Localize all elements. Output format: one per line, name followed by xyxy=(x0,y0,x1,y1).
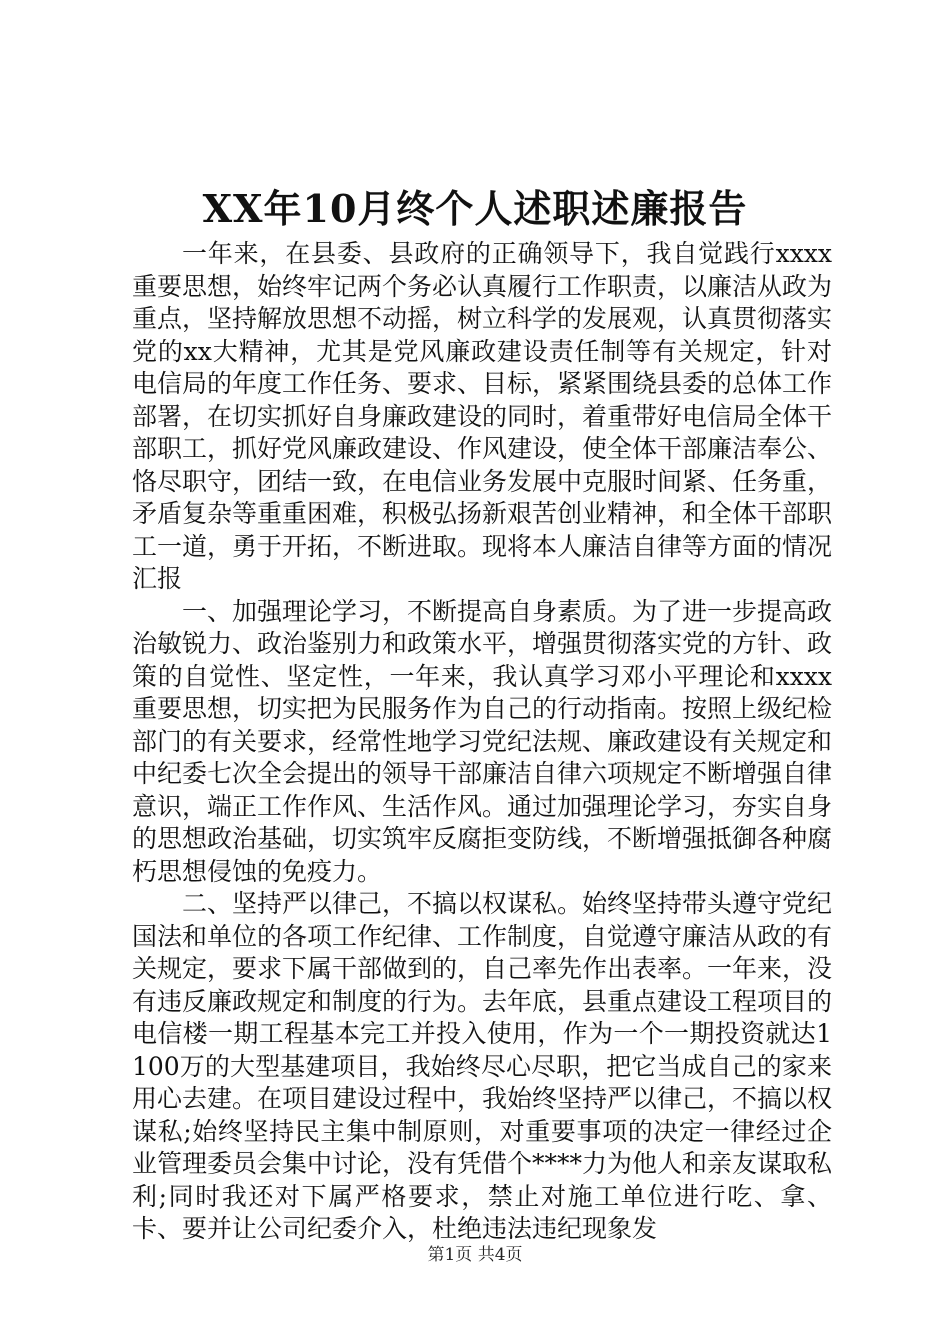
paragraph-section-2: 二、坚持严以律己，不搞以权谋私。始终坚持带头遵守党纪国法和单位的各项工作纪律、工作制度，自觉遵守廉洁从政的有关规定，要求下属干部做到的，自己率先作出表率。一年来，没有违反廉政规定和制度的行为。去年底，县重点建设工程项目的电信楼一期工程基本完工并投入使用，作为一个一期投资就达1100万的大型基建项目，我始终尽心尽职，把它当成自己的家来用心去建。在项目建设过程中，我始终坚持严以律己，不搞以权谋私;始终坚持民主集中制原则，对重要事项的决定一律经过企业管理委员会集中讨论，没有凭借个****力为他人和亲友谋取私利;同时我还对下属严格要求，禁止对施工单位进行吃、拿、卡、要并让公司纪委介入，杜绝违法违纪现象发 xyxy=(132,889,833,1243)
paragraph-intro: 一年来，在县委、县政府的正确领导下，我自觉践行xxxx重要思想，始终牢记两个务必认真履行工作职责，以廉洁从政为重点，坚持解放思想不动摇，树立科学的发展观，认真贯彻落实党的xx大精神，尤其是党风廉政建设责任制等有关规定，针对电信局的年度工作任务、要求、目标，紧紧围绕县委的总体工作部署，在切实抓好自身廉政建设的同时，着重带好电信局全体干部职工，抓好党风廉政建设、作风建设，使全体干部廉洁奉公、恪尽职守，团结一致，在电信业务发展中克服时间紧、任务重，矛盾复杂等重重困难，积极弘扬新艰苦创业精神，和全体干部职工一道，勇于开拓，不断进取。现将本人廉洁自律等方面的情况汇报 xyxy=(132,239,833,593)
paragraph-section-1: 一、加强理论学习，不断提高自身素质。为了进一步提高政治敏锐力、政治鉴别力和政策水平，增强贯彻落实党的方针、政策的自觉性、坚定性，一年来，我认真学习邓小平理论和xxxx重要思想，切实把为民服务作为自己的行动指南。按照上级纪检部门的有关要求，经常性地学习党纪法规、廉政建设有关规定和中纪委七次全会提出的领导干部廉洁自律六项规定不断增强自律意识，端正工作作风、生活作风。通过加强理论学习，夯实自身的思想政治基础，切实筑牢反腐拒变防线，不断增强抵御各种腐朽思想侵蚀的免疫力。 xyxy=(132,596,833,886)
page-number-footer: 第1页 共4页 xyxy=(427,1245,523,1265)
document-title: XX年10月终个人述职述廉报告 xyxy=(202,186,748,231)
document-body xyxy=(132,238,832,1246)
